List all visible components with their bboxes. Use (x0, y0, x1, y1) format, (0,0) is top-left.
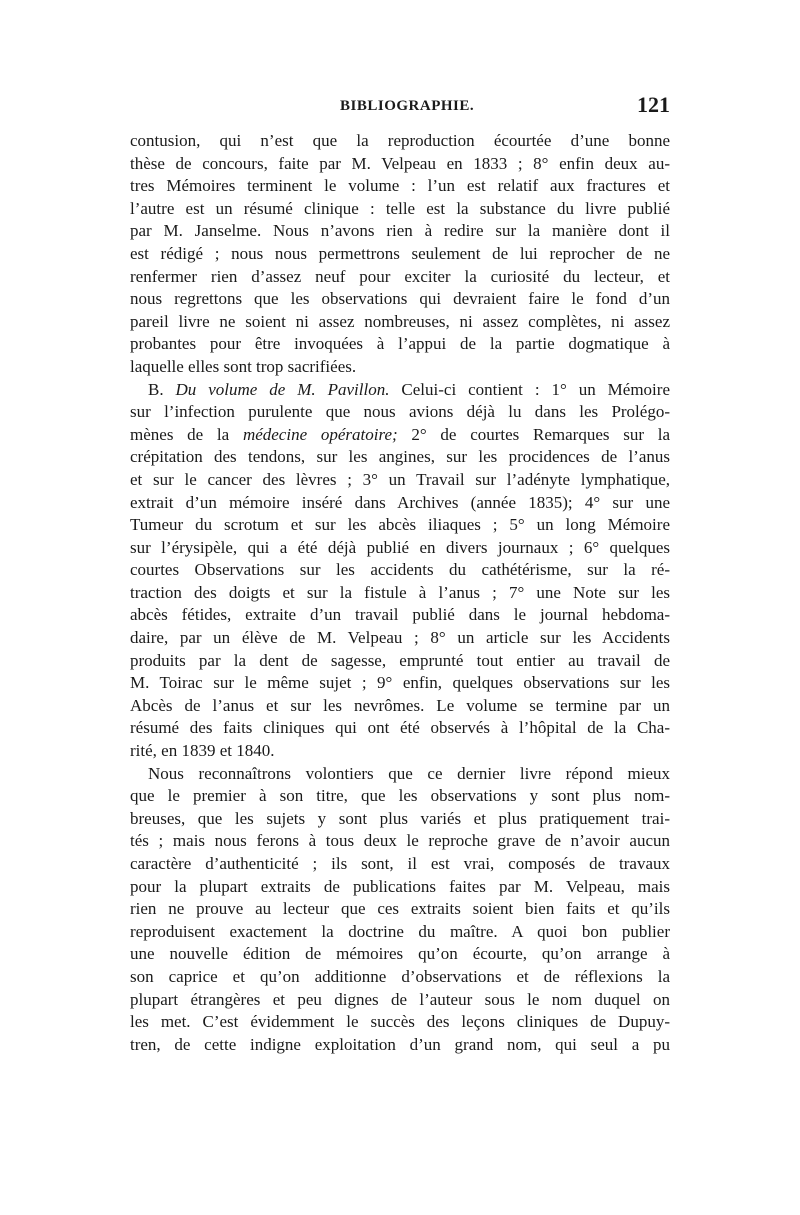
line-suffix: 2° de courtes Remarques sur la (397, 424, 670, 444)
text-line: thèse de concours, faite par M. Velpeau en 1833 ; 8° enfin deux au- (130, 153, 670, 173)
body-text (130, 130, 670, 1056)
line-prefix: mènes de la (130, 424, 243, 444)
text-line: probantes pour être invoquées à l’appui de la partie dogmatique à (130, 334, 670, 354)
running-head-title: BIBLIOGRAPHIE. (340, 98, 475, 114)
text-line: les met. C’est évidemment le succès des leçons cliniques de Dupuy- (130, 1012, 670, 1032)
text-line: tés ; mais nous ferons à tous deux le reproche grave de n’avoir aucun (130, 831, 670, 851)
text-line: par M. Janselme. Nous n’avons rien à redire sur la manière dont il (130, 221, 670, 241)
text-line: sur l’infection purulente que nous avions déjà lu dans les Prolégo- (130, 402, 670, 422)
text-line (130, 379, 670, 402)
text-line: pareil livre ne soient ni assez nombreuses, ni assez complètes, ni assez (130, 311, 670, 331)
text-line: tren, de cette indigne exploitation d’un grand nom, qui seul a pu (130, 1034, 670, 1054)
text-line: pour la plupart extraits de publications faites par M. Velpeau, mais (130, 876, 670, 896)
text-line: crépitation des tendons, sur les angines, sur les procidences de l’anus (130, 447, 670, 467)
text-line: sur l’érysipèle, qui a été déjà publié en divers journaux ; 6° quelques (130, 537, 670, 557)
text-line: l’autre est un résumé clinique : telle est la substance du livre publié (130, 198, 670, 218)
text-line: tres Mémoires terminent le volume : l’un est relatif aux fractures et (130, 176, 670, 196)
text-line (130, 424, 670, 447)
text-line: contusion, qui n’est que la reproduction écourtée d’une bonne (130, 131, 670, 150)
text-line: reproduisent exactement la doctrine du maître. A quoi bon publier (130, 921, 670, 941)
italic-title: médecine opératoire; (242, 424, 398, 444)
text-line: rité, en 1839 et 1840. (130, 741, 275, 761)
text-line: résumé des faits cliniques qui ont été observés à l’hôpital de la Cha- (130, 718, 670, 738)
text-line: renfermer rien d’assez neuf pour exciter la curiosité du lecteur, et (130, 266, 670, 286)
text-line: nous regrettons que les observations qui devraient faire le fond d’un (130, 289, 670, 309)
text-line: daire, par un élève de M. Velpeau ; 8° un article sur les Accidents (130, 628, 670, 648)
text-line: traction des doigts et sur la fistule à l’anus ; 7° une Note sur les (130, 582, 670, 602)
text-line: caractère d’authenticité ; ils sont, il est vrai, composés de travaux (130, 854, 670, 873)
text-line: son caprice et qu’on additionne d’observations et de réflexions la (130, 966, 670, 986)
text-line: Nous reconnaîtrons volontiers que ce dernier livre répond mieux (148, 763, 670, 783)
text-line: plupart étrangères et peu dignes de l’auteur sous le nom duquel on (130, 989, 670, 1009)
text-line: Tumeur du scrotum et sur les abcès iliaques ; 5° un long Mémoire (130, 515, 670, 535)
text-line: que le premier à son titre, que les observations y sont plus nom- (130, 786, 670, 806)
line-suffix: Celui-ci contient : 1° un Mémoire (389, 379, 670, 399)
text-line: Abcès de l’anus et sur les nevrômes. Le volume se termine par un (130, 695, 670, 715)
text-line: M. Toirac sur le même sujet ; 9° enfin, quelques observations sur les (130, 673, 670, 693)
text-line: extrait d’un mémoire inséré dans Archives (année 1835); 4° sur une (130, 492, 670, 512)
text-line: breuses, que les sujets y sont plus variés et plus pratiquement trai- (130, 808, 670, 828)
running-head (130, 92, 670, 122)
italic-title: Du volume de M. Pavillon. (175, 379, 390, 399)
text-line: rien ne prouve au lecteur que ces extraits soient bien faits et qu’ils (130, 899, 670, 919)
line-prefix: B. (148, 379, 176, 399)
text-line: courtes Observations sur les accidents du cathétérisme, sur la ré- (130, 560, 670, 580)
page-number: 121 (637, 92, 670, 117)
text-line: abcès fétides, extraite d’un travail publié dans le journal hebdoma- (130, 605, 670, 625)
text-line: et sur le cancer des lèvres ; 3° un Travail sur l’adényte lymphatique, (130, 469, 670, 489)
text-line: laquelle elles sont trop sacrifiées. (130, 356, 357, 376)
text-line: produits par la dent de sagesse, emprunté tout entier au travail de (130, 650, 670, 670)
text-line: une nouvelle édition de mémoires qu’on écourte, qu’on arrange à (130, 944, 670, 964)
text-line: est rédigé ; nous nous permettrons seulement de lui reprocher de ne (130, 243, 670, 263)
